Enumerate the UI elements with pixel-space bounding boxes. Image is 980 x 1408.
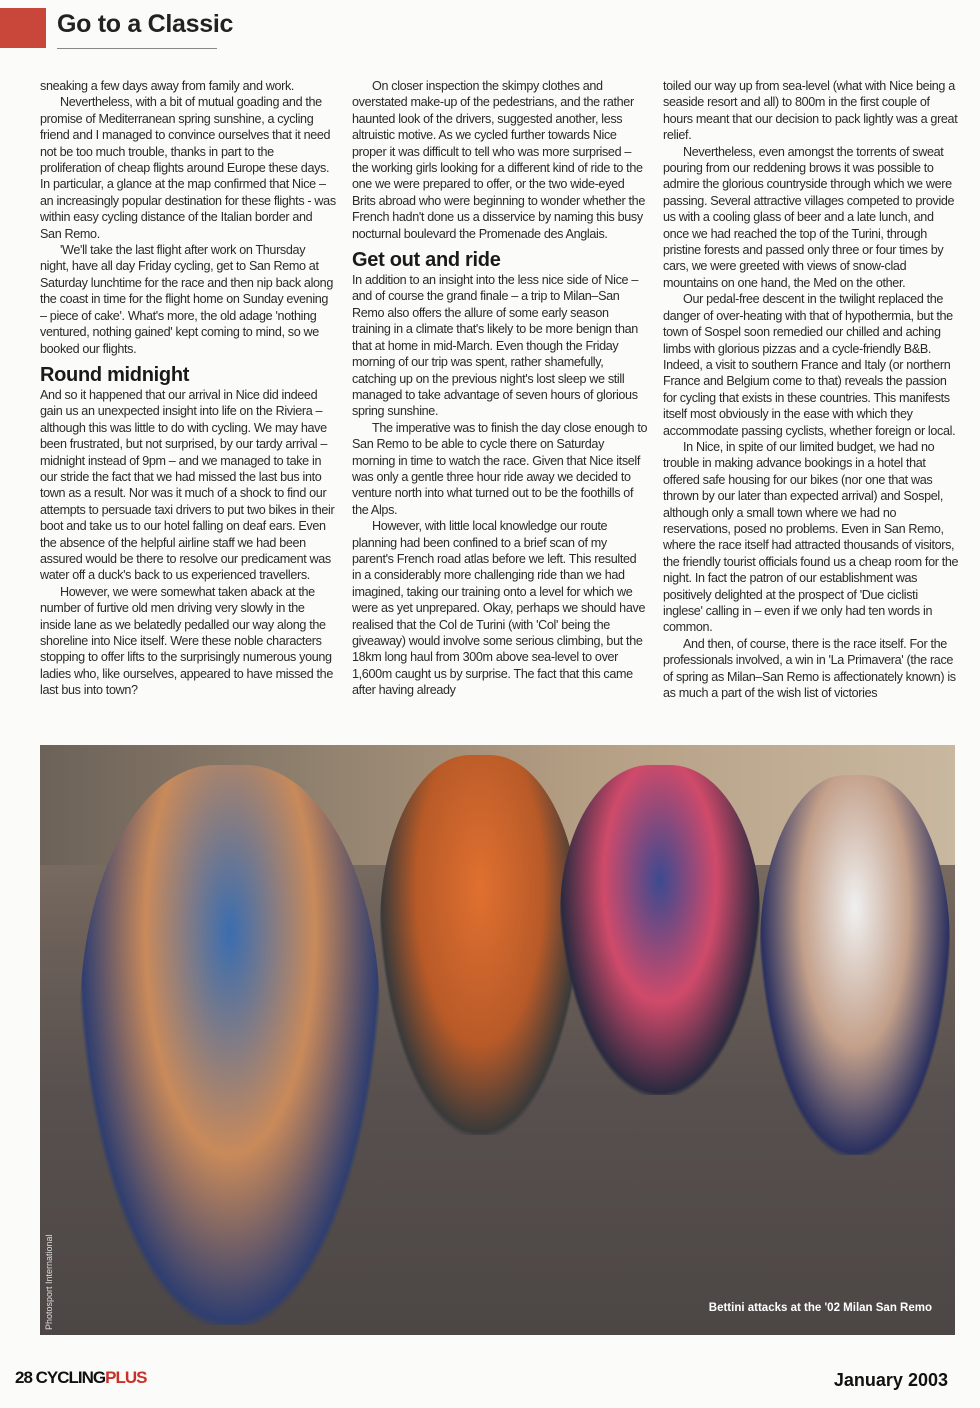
paragraph: The imperative was to finish the day close enough to San Remo to be able to cycle there on Saturday morning in time to watch the race. Given that Nice itself was only a gentle three hour ride away we decided to venture north into what turned out to be the foothills of the Alps.	[352, 420, 648, 517]
paragraph: In addition to an insight into the less nice side of Nice – and of course the grand finale – a trip to Milan–San Remo also offers the allure of some early season training in a climate that's likely to be more benign than that at home in mid-March. Even though the Friday morning of our trip was spent, rather shamefully, catching up on the previous night's lost sleep we still managed to take advantage of seven hours of glorious spring sunshine.	[352, 273, 638, 419]
paragraph: Nevertheless, with a bit of mutual goading and the promise of Mediterranean spring sunshine, a cycling friend and I managed to convince ourselves that it need not be too much trouble, thanks in part to the proliferation of cheap flights around Europe these days. In particular, a glance at the map confirmed that Nice – an increasingly popular destination for these flights - was within easy cycling distance of the Italian border and San Remo.	[40, 95, 336, 241]
article-column-3	[663, 78, 959, 701]
title-underline	[57, 48, 217, 49]
issue-date: January 2003	[833, 1370, 948, 1390]
photo-credit: Photosport International	[44, 1234, 54, 1330]
rider-lead	[80, 765, 380, 1325]
paragraph: toiled our way up from sea-level (what with Nice being a seaside resort and all) to 800m in the first couple of hours meant that our decision to pack lightly was a great relief.	[663, 79, 958, 143]
paragraph: Our pedal-free descent in the twilight replaced the danger of over-heating with that of hypothermia, but the town of Sospel soon remedied our chilled and aching limbs with glorious pizzas and a cycle-friendly B&B. Indeed, a visit to southern France and Italy (or northern France and Belgium come to that) reveals the passion for cycling that exists in these countries. This manifests itself most obviously in the ease with which they accommodate passing cyclists, whether foreign or local.	[663, 292, 956, 438]
article-column-2	[352, 78, 648, 699]
rider-white	[760, 775, 950, 1155]
subheading: Get out and ride	[352, 249, 501, 272]
paragraph: However, we were somewhat taken aback at the number of furtive old men driving very slowly in the inside lane as we belatedly pedalled our way along the shoreline into Nice itself. Were these noble characters stopping to offer lifts to the surprisingly numerous young ladies who, like ourselves, appeared to have missed the last bus into town?	[40, 584, 333, 698]
paragraph: sneaking a few days away from family and work.	[40, 79, 295, 93]
rider-orange	[380, 755, 580, 1135]
article-column-1	[40, 78, 336, 699]
paragraph: However, with little local knowledge our route planning had been confined to a brief scan of my parent's French road atlas before we left. This resulted in a considerably more challenging ride than we had imagined, taking our training onto a level for which we were as yet unprepared. Okay, perhaps we should have realised that the Col de Turini (with 'Col' being the giveaway) would involve some serious climbing, but the 18km long haul from 300m above sea-level to over 1,600m caught us by surprise. The fact that this came after having already	[352, 519, 646, 698]
paragraph: Nevertheless, even amongst the torrents of sweat pouring from our reddening brows it was possible to admire the glorious countryside through which we were passing. Several attractive villages competed to provide us with a cooling glass of beer and a late lunch, and once we had reached the top of the Turini, through pristine forests and passed only three or four times by cars, we were greeted with views of snow-clad mountains on one hand, the Med on the other.	[663, 144, 955, 290]
subheading: Round midnight	[40, 363, 190, 386]
magazine-name-plus: PLUS	[105, 1368, 147, 1387]
paragraph: And then, of course, there is the race itself. For the professionals involved, a win in 'La Primavera' (the race of spring as Milan–San Remo is affectionately known) is as much a part of the wish list of victories	[663, 636, 956, 701]
paragraph: And so it happened that our arrival in Nice did indeed gain us an unexpected insight into life on the Riviera – although this was little to do with cycling. We may have been frustrated, but not surprised, by our tardy arrival – midnight instead of 9pm – and we managed to take in our stride the fact that we had missed the last bus into town as a result. Nor was it much of a shock to find our attempts to persuade taxi drivers to put two bikes in their boot and take us to our hotel falling on deaf ears. Even the absence of the helpful airline staff we had been assured would be there to resolve our predicament was water off a duck's back to us experienced travellers.	[40, 387, 335, 583]
section-title: Go to a Classic	[57, 10, 234, 38]
footer-masthead	[15, 1368, 147, 1388]
page-number: 28	[15, 1368, 32, 1387]
paragraph: In Nice, in spite of our limited budget, we had no trouble in making advance bookings in a hotel that offered safe housing for our bikes (nor one that was thrown by our later than expected arrival) and Sospel, although only a small town where we had no reservations, posed no problems. Even in San Remo, where the race itself had attracted thousands of visitors, the friendly tourist officials found us a cheap room for the night. In fact the patron of our establishment was positively delighted at the prospect of 'Due ciclisti inglese' calling in – even if we only had ten words in common.	[663, 439, 959, 635]
rider-group	[560, 765, 760, 1095]
paragraph: On closer inspection the skimpy clothes and overstated make-up of the pedestrians, and the rather haunted look of the drivers, suggested another, less altruistic motive. As we cycled further towards Nice proper it was difficult to tell who was more surprised – the working girls looking for a different kind of ride to the one we were prepared to offer, or the two wide-eyed Brits abroad who were beginning to wonder whether the French hadn't done us a disservice by naming this busy nocturnal boulevard the Promenade des Anglais.	[352, 79, 645, 241]
race-photo	[40, 745, 955, 1335]
photo-caption: Bettini attacks at the '02 Milan San Remo	[708, 1302, 932, 1314]
section-accent-block	[0, 8, 46, 48]
paragraph: 'We'll take the last flight after work on Thursday night, have all day Friday cycling, get to San Remo at Saturday lunchtime for the race and then nip back along the coast in time for the flight home on Sunday evening – piece of cake'. What's more, the old adage 'nothing ventured, nothing gained' kept coming to mind, so we booked our flights.	[40, 243, 333, 356]
magazine-name: CYCLING	[35, 1368, 106, 1387]
